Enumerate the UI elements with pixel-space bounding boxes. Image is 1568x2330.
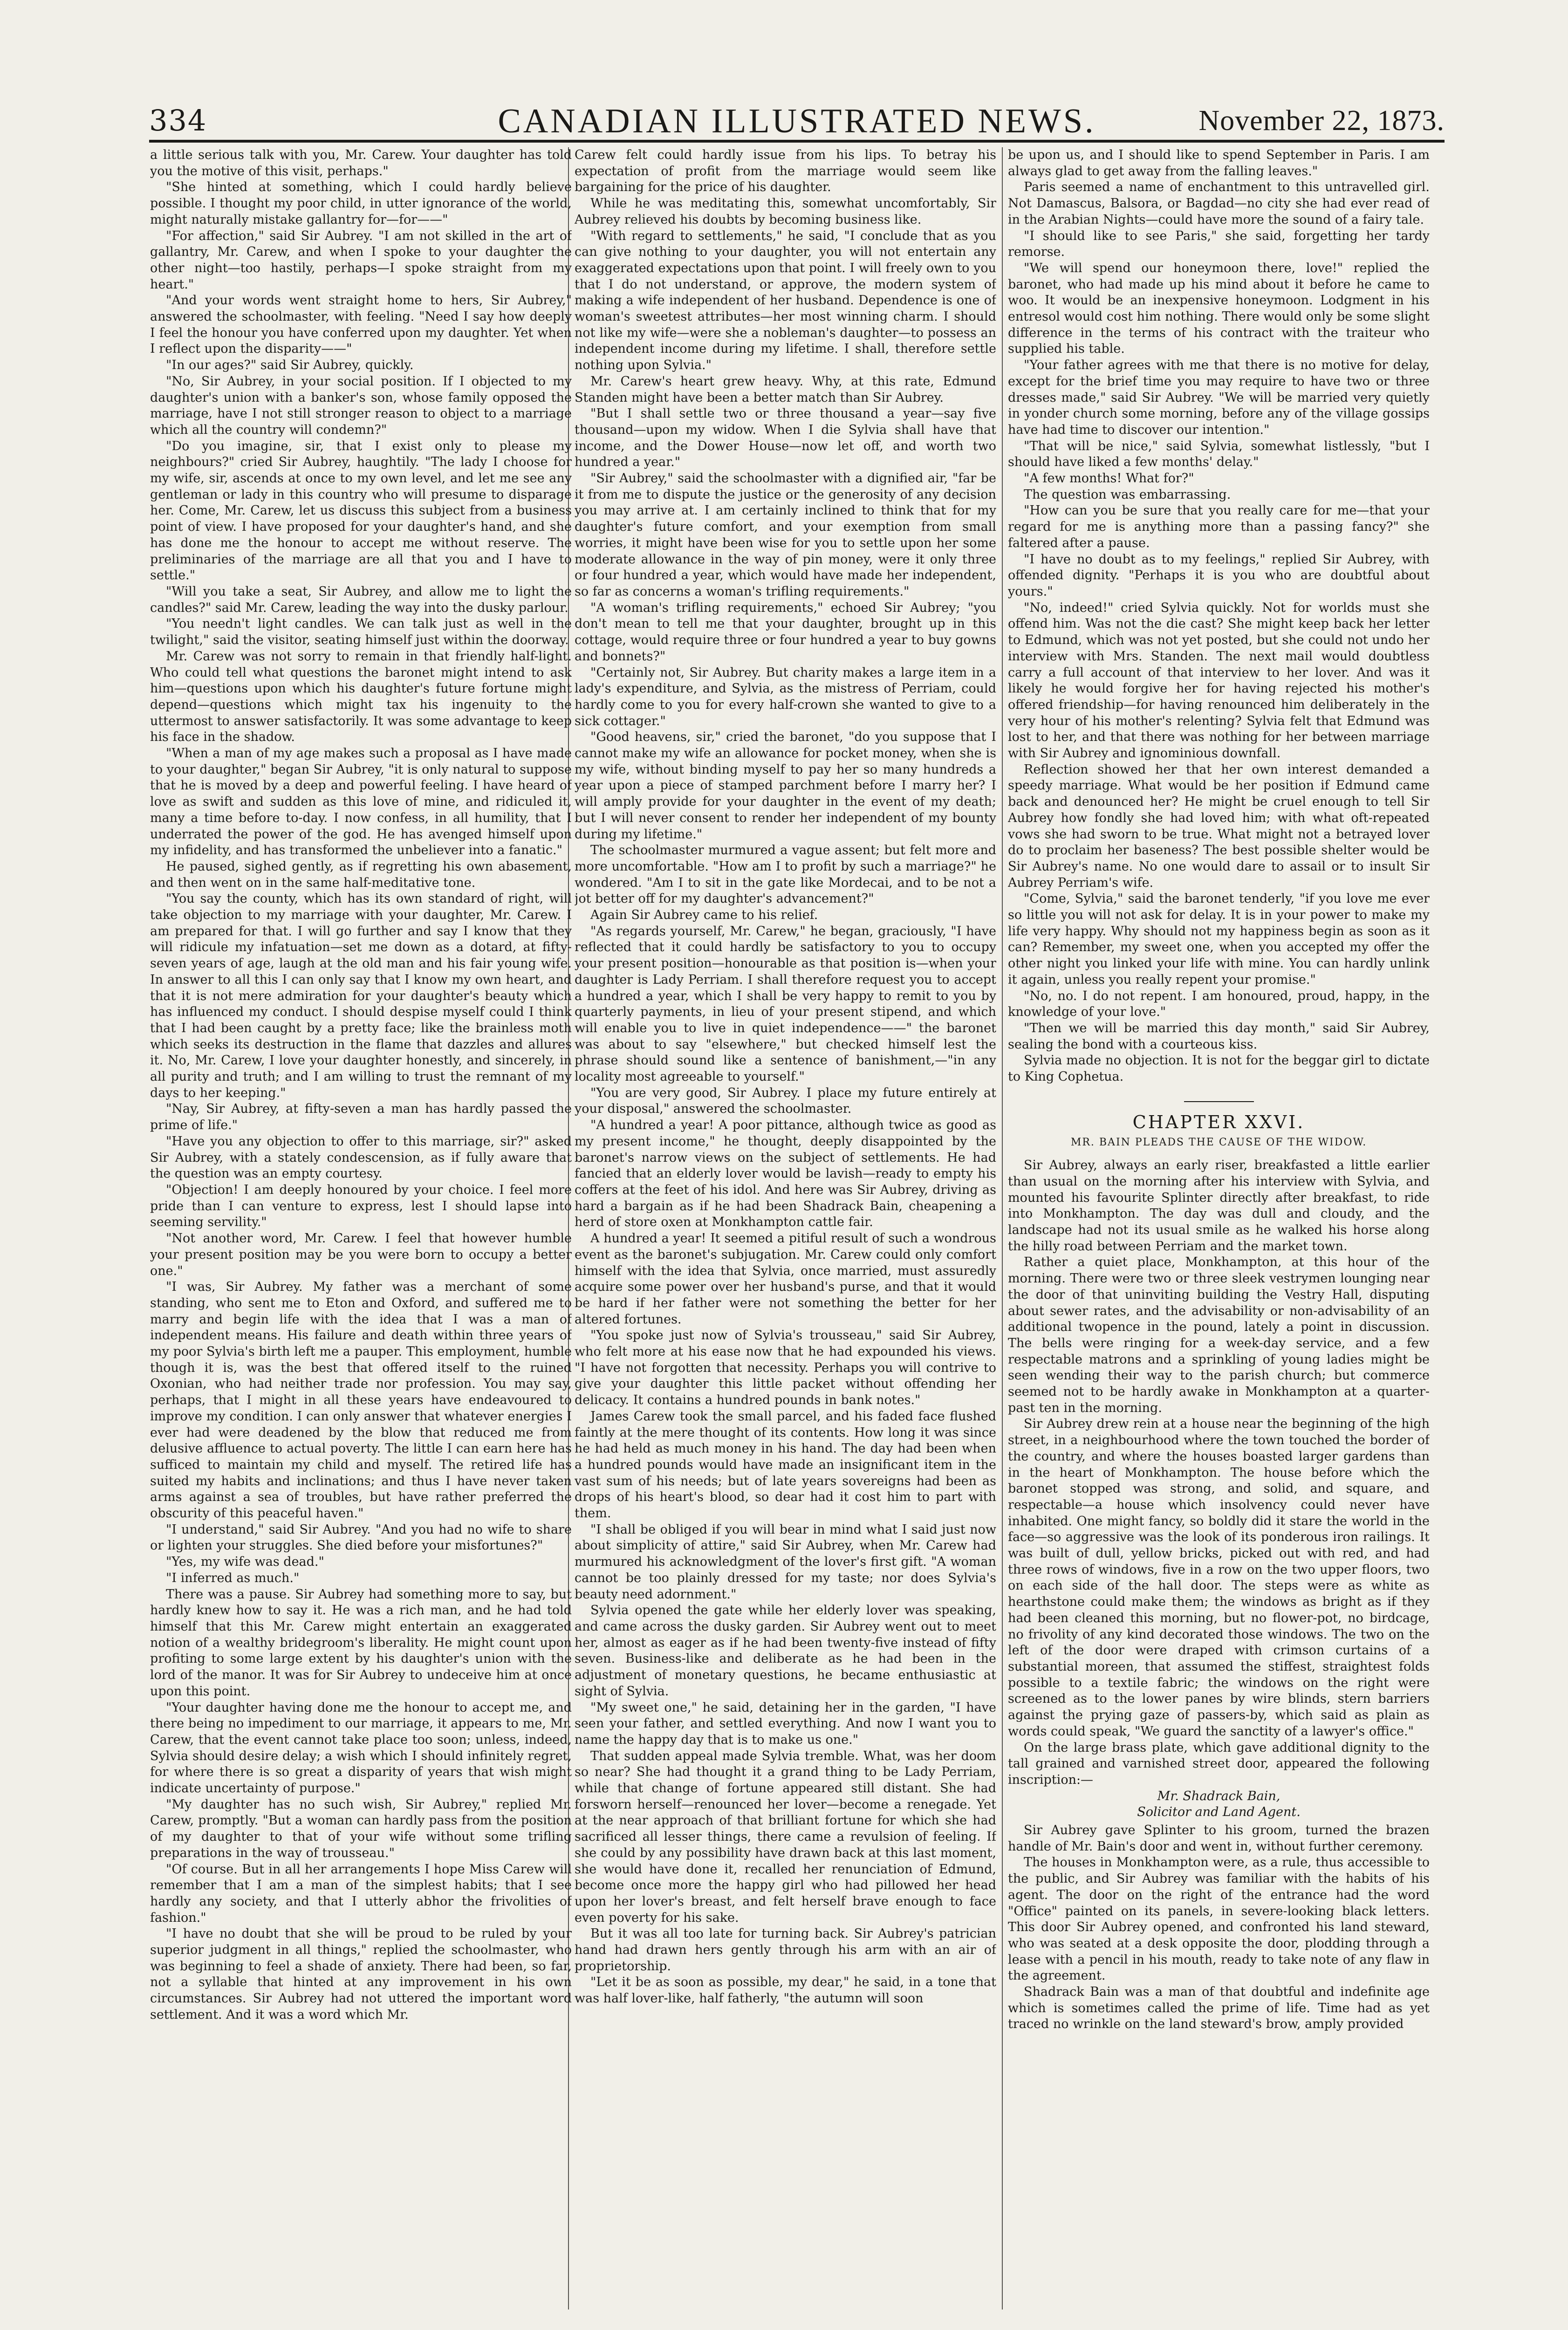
page-header bbox=[149, 103, 1445, 145]
paragraph: Rather a quiet place, Monkhampton, at this hour of the morning. There were two or three sleek vestrymen lounging near the door of that uninviting building the Vestry Hall, disputing about sewer rates, and the advisability or non-advisability of an additional twopence in the pound, lately a point in discussion. The bells were ringing for a week-day service, and a few respectable matrons and a sprinkling of young ladies might be seen wending their way to the parish church; but commerce seemed not to be hardly awake in Monkhampton at a quarter-past ten in the morning. bbox=[1008, 1255, 1430, 1415]
paragraph: "As regards yourself, Mr. Carew," he began, graciously, "I have reflected that it could hardly be satisfactory to you to occupy your present position—honourable as that position is—when your daughter is Lady Perriam. I shall therefore request you to accept a hundred a year, which I shall be very happy to remit to you by quarterly payments, in lieu of your present stipend, and which will enable you to live in quiet independence——" the baronet was about to say "elsewhere," but checked himself lest the phrase should sound like a sentence of banishment,—"in any locality most agreeable to yourself." bbox=[575, 924, 996, 1084]
paragraph: "Will you take a seat, Sir Aubrey, and allow me to light the candles?" said Mr. Carew, leading the way into the dusky parlour. bbox=[150, 584, 572, 615]
paragraph: James Carew took the small parcel, and his faded face flushed faintly at the mere thought of its contents. How long it was since he had held as much money in his hand. The day had been when a hundred pounds would have made an insignificant item in the vast sum of his needs; but of late years sovereigns had been as drops of his heart's blood, so dear had it cost him to part with them. bbox=[575, 1409, 996, 1521]
brass-plate-name: Mr. Shadrack Bain, bbox=[1157, 1789, 1280, 1803]
paragraph: a little serious talk with you, Mr. Carew. Your daughter has told you the motive of this visit, perhaps." bbox=[150, 148, 572, 178]
paragraph: "And your words went straight home to hers, Sir Aubrey," answered the schoolmaster, with feeling. "Need I say how deeply I feel the honour you have conferred upon my daughter. Yet when I reflect upon the disparity——" bbox=[150, 293, 572, 356]
paragraph: He paused, sighed gently, as if regretting his own abasement, and then went on in the same half-meditative tone. bbox=[150, 859, 572, 890]
paragraph: "For affection," said Sir Aubrey. "I am not skilled in the art of gallantry, Mr. Carew, and when I spoke to your daughter the other night—too hastily, perhaps—I spoke straight from my heart." bbox=[150, 228, 572, 292]
paragraph: "We will spend our honeymoon there, love!" replied the baronet, who had made up his mind about it before he came to woo. It would be an inexpensive honeymoon. Lodgment in his entresol would cost him nothing. There would only be some slight difference in the terms of his contract with the traiteur who supplied his table. bbox=[1008, 260, 1430, 356]
paragraph: "Let it be as soon as possible, my dear," he said, in a tone that was half lover-like, half fatherly, "the autumn will soon bbox=[575, 1975, 996, 2006]
paragraph: Again Sir Aubrey came to his relief. bbox=[590, 908, 818, 923]
paragraph: "She hinted at something, which I could hardly believe possible. I thought my poor child, in utter ignorance of the world, might naturally mistake gallantry for—for——" bbox=[150, 180, 572, 227]
brass-plate-title: Solicitor and Land Agent. bbox=[1137, 1805, 1301, 1820]
paragraph: But it was all too late for turning back. Sir Aubrey's patrician hand had drawn hers gently through his arm with an air of proprietorship. bbox=[575, 1926, 996, 1974]
paragraph: "Nay, Sir Aubrey, at fifty-seven a man has hardly passed the prime of life." bbox=[150, 1102, 572, 1133]
paragraph: "You say the county, which has its own standard of right, will take objection to my marriage with your daughter, Mr. Carew. I am prepared for that. I will go further and say I know that they will ridicule my infatuation—set me down as a dotard, at fifty-seven years of age, laugh at the old man and his fair young wife. In answer to all this I can only say that I know my own heart, and that it is not mere admiration for your daughter's beauty which has influenced my conduct. I should despise myself could I think that I had been caught by a pretty face; like the brainless moth which seeks its destruction in the flame that dazzles and allures it. No, Mr. Carew, I love your daughter honestly, and sincerely, in all purity and truth; and I am willing to trust the remnant of my days to her keeping." bbox=[150, 891, 572, 1100]
paragraph: A hundred a year! It seemed a pitiful result of such a wondrous event as the baronet's subjugation. Mr. Carew could only comfort himself with the idea that Sylvia, once married, must assuredly acquire some power over her husband's purse, and that it would be hard if her father were not something the better for her altered fortunes. bbox=[575, 1231, 996, 1327]
paragraph: "Of course. But in all her arrangements I hope Miss Carew will remember that I am a man of the simplest habits; that I see hardly any society, and that I utterly abhor the frivolities of fashion." bbox=[150, 1862, 572, 1925]
paragraph: "My sweet one," he said, detaining her in the garden, "I have seen your father, and settled everything. And now I want you to name the happy day that is to make us one." bbox=[575, 1700, 996, 1747]
paragraph: "Not another word, Mr. Carew. I feel that however humble your present position may be you were born to occupy a better one." bbox=[150, 1231, 572, 1278]
paragraph: There was a pause. Sir Aubrey had something more to say, but hardly knew how to say it. He was a rich man, and he had told himself that this Mr. Carew might entertain an exaggerated notion of a wealthy bridegroom's liberality. He might count upon profiting to some large extent by his daughter's union with the lord of the manor. It was for Sir Aubrey to undeceive him at once upon this point. bbox=[150, 1587, 572, 1699]
masthead-title: CANADIAN ILLUSTRATED NEWS. bbox=[498, 102, 1096, 140]
paragraph: "No, no. I do not repent. I am honoured, proud, happy, in the knowledge of your love." bbox=[1008, 988, 1430, 1020]
paragraph: "But I shall settle two or three thousand a year—say five thousand—upon my widow. When I die Sylvia shall have that income, and the Dower House—now let off, and worth two hundred a year." bbox=[575, 406, 996, 470]
paragraph: "Objection! I am deeply honoured by your choice. I feel more pride than I can venture to express, lest I should lapse into seeming servility." bbox=[150, 1183, 572, 1230]
paragraph: That sudden appeal made Sylvia tremble. What, was her doom so near? She had thought it a grand thing to be Lady Perriam, while that change of fortune appeared still distant. She had forsworn herself—renounced her lover—become a renegade. Yet at the near approach of that brilliant fortune for which she had sacrificed all lesser things, there came a revulsion of feeling. If she could by any possibility have drawn back at this last moment, she would have done it, recalled her renunciation of Edmund, become once more the happy girl who had pillowed her head upon her lover's breast, and felt herself brave enough to face even poverty for his sake. bbox=[575, 1748, 996, 1925]
paragraph: Paris seemed a name of enchantment to this untravelled girl. Not Damascus, Balsora, or Bagdad—no city she had ever read of in the Arabian Nights—could have more the sound of a fairy tale. bbox=[1008, 180, 1430, 227]
paragraph: "You spoke just now of Sylvia's trousseau," said Sir Aubrey, who felt more at his ease now that he had expounded his views. "I have not forgotten that necessity. Perhaps you will contrive to give your daughter this little packet without offending her delicacy. It contains a hundred pounds in bank notes." bbox=[575, 1328, 996, 1408]
chapter-separator-rule bbox=[1184, 1101, 1254, 1102]
article-column-2 bbox=[575, 147, 996, 2309]
paragraph: While he was meditating this, somewhat uncomfortably, Sir Aubrey relieved his doubts by becoming business like. bbox=[575, 196, 996, 227]
paragraph: "Certainly not, Sir Aubrey. But charity makes a large item in a lady's expenditure, and Sylvia, as the mistress of Perriam, could hardly come to you for every half-crown she wanted to give to a sick cottager." bbox=[575, 665, 996, 728]
paragraph: Mr. Carew's heart grew heavy. Why, at this rate, Edmund Standen might have been a better match than Sir Aubrey. bbox=[575, 374, 996, 405]
column-divider bbox=[1002, 147, 1003, 2309]
paragraph: "Yes, my wife was dead." bbox=[166, 1555, 324, 1569]
paragraph: "Come, Sylvia," said the baronet tenderly, "if you love me ever so little you will not ask for delay. It is in your power to make my life very happy. Why should not my happiness begin as soon as it can? Remember, my sweet one, when you accepted my offer the other night you linked your life with mine. You can hardly unlink it again, unless you really repent your promise." bbox=[1008, 891, 1430, 987]
chapter-body-end bbox=[1008, 1823, 1430, 2033]
paragraph: Reflection showed her that her own interest demanded a speedy marriage. What would be her position if Edmund came back and denounced her? He might be cruel enough to tell Sir Aubrey how fondly she had loved him; with what oft-repeated vows she had sworn to be true. What might not a betrayed lover do to proclaim her baseness? The best possible shelter would be Sir Aubrey's name. No one would dare to assail or to insult Sir Aubrey Perriam's wife. bbox=[1008, 762, 1430, 890]
paragraph: "A hundred a year! A poor pittance, although twice as good as my present income," he thought, deeply disappointed by the baronet's narrow views on the subject of settlements. He had fancied that an elderly lover would be lavish—ready to empty his coffers at the feet of his idol. And here was Sir Aubrey, driving as hard a bargain as if he had been Shadrack Bain, cheapening a herd of store oxen at Monkhampton cattle fair. bbox=[575, 1118, 996, 1230]
paragraph: "In our ages?" said Sir Aubrey, quickly. bbox=[166, 358, 414, 373]
paragraph: Shadrack Bain was a man of that doubtful and indefinite age which is sometimes called the prime of life. Time had as yet traced no wrinkle on the land steward's brow, amply provided bbox=[1008, 1985, 1430, 2032]
article-column-3 bbox=[1008, 147, 1430, 2309]
paragraph: Sir Aubrey gave Splinter to his groom, turned the brazen handle of Mr. Bain's door and went in, without further ceremony. bbox=[1008, 1823, 1430, 1854]
paragraph: "You needn't light candles. We can talk just as well in the twilight," said the visitor, seating himself just within the doorway. bbox=[150, 617, 572, 648]
paragraph: "Do you imagine, sir, that I exist only to please my neighbours?" cried Sir Aubrey, haughtily. "The lady I choose for my wife, sir, ascends at once to my own level, and let me see any gentleman or lady in this country who will presume to disparage her. Come, Mr. Carew, let us discuss this subject from a business point of view. I have proposed for your daughter's hand, and she has done me the honour to accept me without reserve. The preliminaries of the marriage are all that you and I have to settle." bbox=[150, 439, 572, 583]
paragraph: "I should like to see Paris," she said, forgetting her tardy remorse. bbox=[1008, 228, 1430, 260]
paragraph: "Then we will be married this day month," said Sir Aubrey, sealing the bond with a courteous kiss. bbox=[1008, 1021, 1430, 1052]
chapter-body bbox=[1008, 1158, 1430, 1788]
paragraph: "I understand," said Sir Aubrey. "And you had no wife to share or lighten your struggles. She died before your misfortunes?" bbox=[150, 1522, 572, 1553]
paragraph: On the large brass plate, which gave additional dignity to the tall grained and varnished street door, appeared the following inscription:— bbox=[1008, 1740, 1430, 1787]
page-number: 334 bbox=[149, 103, 207, 137]
paragraph: "A woman's trifling requirements," echoed Sir Aubrey; "you don't mean to tell me that your daughter, brought up in this cottage, would require three or four hundred a year to buy gowns and bonnets?" bbox=[575, 600, 996, 664]
paragraph: "Good heavens, sir," cried the baronet, "do you suppose that I cannot make my wife an allowance for pocket money, when she is my wife, without binding myself to pay her so many hundreds a year upon a piece of stamped parchment before I marry her? I will amply provide for your daughter in the event of my death; but I will never consent to render her independent of my bounty during my lifetime." bbox=[575, 730, 996, 842]
paragraph: The houses in Monkhampton were, as a rule, thus accessible to the public, and Sir Aubrey was familiar with the habits of his agent. The door on the right of the entrance had the word "Office" painted on its panels, in severe-looking black letters. This door Sir Aubrey opened, and confronted his land steward, who was seated at a desk opposite the door, plodding through a lease with a pencil in his mouth, ready to take note of any flaw in the agreement. bbox=[1008, 1855, 1430, 1983]
paragraph: "Have you any objection to offer to this marriage, sir?" asked Sir Aubrey, with a stately condescension, as if fully aware that the question was an empty courtesy. bbox=[150, 1134, 572, 1181]
paragraph: "A few months! What for?" bbox=[1024, 471, 1194, 486]
paragraph: "That will be nice," said Sylvia, somewhat listlessly, "but I should have liked a few months' delay." bbox=[1008, 439, 1430, 470]
paragraph: The schoolmaster murmured a vague assent; but felt more and more uncomfortable. "How am I to profit by such a marriage?" he wondered. "Am I to sit in the gate like Mordecai, and to be not a jot better off for my daughter's advancement?" bbox=[575, 843, 996, 906]
paragraph: "I have no doubt that she will be proud to be ruled by your superior judgment in all things," replied the schoolmaster, who was beginning to feel a shade of anxiety. There had been, so far, not a syllable that hinted at any improvement in his own circumstances. Sir Aubrey had not uttered the important word settlement. And it was a word which Mr. bbox=[150, 1926, 572, 2022]
article-column-1 bbox=[150, 147, 572, 2309]
paragraph: "No, Sir Aubrey, in your social position. If I objected to my daughter's union with a banker's son, whose family opposed the marriage, have I not still stronger reason to object to a marriage which all the country will condemn?" bbox=[150, 374, 572, 437]
paragraph: "With regard to settlements," he said, "I conclude that as you can give nothing to your daughter, you will not entertain any exaggerated expectations upon that point. I will freely own to you that I do not understand, or approve, the modern system of making a wife independent of her husband. Dependence is one of woman's sweetest attributes—her most winning charm. I should not like my wife—were she a nobleman's daughter—to possess an independent income during my lifetime. I shall, therefore settle nothing upon Sylvia." bbox=[575, 228, 996, 373]
paragraph: "How can you be sure that you really care for me—that your regard for me is anything more than a passing fancy?" she faltered after a pause. bbox=[1008, 503, 1430, 550]
paragraph: Sir Aubrey drew rein at a house near the beginning of the high street, in a neighbourhood where the town touched the border of the country, and where the houses boasted larger gardens than in the heart of Monkhampton. The house before which the baronet stopped was strong, and solid, and square, and respectable—a house which insolvency could never have inhabited. One might fancy, so boldly did it stare the world in the face—so aggressive was the look of its ponderous iron railings. It was built of dull, yellow bricks, picked out with red, and had three rows of windows, five in a row on the two upper floors, two on each side of the hall door. The steps were as white as hearthstone could make them; the windows as bright as if they had been cleaned this morning, but no flower-pot, no birdcage, no frivolity of any kind decorated those windows. The two on the left of the door were draped with crimson curtains of a substantial moreen, that assumed the stiffest, straightest folds possible to a textile fabric; the windows on the right were screened as to the lower panes by wire blinds, stern barriers against the prying gaze of passers-by, which said as plain as words could speak, "We guard the sanctity of a lawyer's office." bbox=[1008, 1417, 1430, 1739]
paragraph: "You are very good, Sir Aubrey. I place my future entirely at your disposal," answered the schoolmaster. bbox=[575, 1085, 996, 1117]
paragraph: "No, indeed!" cried Sylvia quickly. Not for worlds must she offend him. Was not the die cast? She might keep back her letter to Edmund, which was not yet posted, but she could not undo her interview with Mrs. Standen. The next mail would doubtless carry a full account of that interview to her lover. And was it likely he would forgive her for having rejected his mother's offered friendship—for having renounced him deliberately in the very hour of his mother's relenting? Sylvia felt that Edmund was lost to her, and that there was nothing for her between marriage with Sir Aubrey and ignominious downfall. bbox=[1008, 600, 1430, 761]
paragraph: "I inferred as much." bbox=[166, 1570, 300, 1585]
paragraph: "Your daughter having done me the honour to accept me, and there being no impediment to our marriage, it appears to me, Mr. Carew, that the event cannot take place too soon; unless, indeed, Sylvia should desire delay; a wish which I should infinitely regret, for where there is so great a disparity of years that wish might indicate uncertainty of purpose." bbox=[150, 1700, 572, 1796]
paragraph: Mr. Carew was not sorry to remain in that friendly half-light. Who could tell what questions the baronet might intend to ask him—questions upon which his daughter's future fortune might depend—questions which might tax his ingenuity to the uttermost to answer satisfactorily. It was some advantage to keep his face in the shadow. bbox=[150, 649, 572, 745]
issue-date: November 22, 1873. bbox=[1198, 105, 1445, 137]
paragraph: Sir Aubrey, always an early riser, breakfasted a little earlier than usual on the morning after his interview with Sylvia, and mounted his favourite Splinter directly after breakfast, to ride into Monkhampton. The day was dull and cloudy, and the landscape had not its usual smile as he walked his horse along the hilly road between Perriam and the market town. bbox=[1008, 1158, 1430, 1254]
paragraph: be upon us, and I should like to spend September in Paris. I am always glad to get away from the falling leaves." bbox=[1008, 148, 1430, 178]
chapter-heading: CHAPTER XXVI. bbox=[1132, 1111, 1305, 1132]
paragraph: "Your father agrees with me that there is no motive for delay, except for the brief time you may require to have two or three dresses made," said Sir Aubrey. "We will be married very quietly in yonder church some morning, before any of the village gossips have had time to discover our intention." bbox=[1008, 358, 1430, 437]
paragraph: "When a man of my age makes such a proposal as I have made to your daughter," began Sir Aubrey, "it is only natural to suppose that he is moved by a deep and powerful feeling. I have heard of love as swift and sudden as this love of mine, and ridiculed it, many a time before to-day. I now confess, in all humility, that I underrated the power of the god. He has avenged himself upon my infidelity, and has transformed the unbeliever into a fanatic." bbox=[150, 746, 572, 858]
paragraph: "I was, Sir Aubrey. My father was a merchant of some standing, who sent me to Eton and Oxford, and suffered me to marry and begin life with the idea that I was a man of independent means. His failure and death within three years of my poor Sylvia's birth left me a pauper. This employment, humble though it is, was the best that offered itself to the ruined Oxonian, who had neither trade nor profession. You may say, perhaps, that I might in all these years have endeavoured to improve my condition. I can only answer that whatever energies I ever had were deadened by the blow that reduced me from delusive affluence to actual poverty. The little I can earn here has sufficed to maintain my child and myself. The retired life has suited my habits and inclinations; and thus I have never taken arms against a sea of troubles, but have rather preferred the obscurity of this peaceful haven." bbox=[150, 1280, 572, 1521]
story-continuation bbox=[1008, 147, 1430, 1085]
header-rule bbox=[149, 140, 1445, 143]
paragraph: Sylvia opened the gate while her elderly lover was speaking, and came across the dusky garden. Sir Aubrey went out to meet her, almost as eager as if he had been twenty-five instead of fifty seven. Business-like and deliberate as he had been in the adjustment of monetary questions, he became enthusiastic at sight of Sylvia. bbox=[575, 1603, 996, 1699]
paragraph: Carew felt could hardly issue from his lips. To betray his expectation of profit from the marriage would seem like bargaining for the price of his daughter. bbox=[575, 148, 996, 195]
paragraph: "Sir Aubrey," said the schoolmaster with a dignified air, "far be it from me to dispute the justice or the generosity of any decision you may arrive at. I am certainly inclined to think that for my daughter's future comfort, and your exemption from small worries, it might have been wise for you to settle upon her some moderate allowance in the way of pin money, were it only three or four hundred a year, which would have made her independent, so far as concerns a woman's trifling requirements." bbox=[575, 471, 996, 599]
paragraph: The question was embarrassing. bbox=[1024, 487, 1231, 502]
paragraph: "My daughter has no such wish, Sir Aubrey," replied Mr. Carew, promptly. "But a woman can hardly pass from the position of my daughter to that of your wife without some trifling preparations in the way of trousseau." bbox=[150, 1797, 572, 1860]
paragraph: Sylvia made no objection. It is not for the beggar girl to dictate to King Cophetua. bbox=[1008, 1053, 1430, 1084]
chapter-subheading: MR. BAIN PLEADS THE CAUSE OF THE WIDOW. bbox=[1070, 1137, 1367, 1149]
paragraph: "I shall be obliged if you will bear in mind what I said just now about simplicity of attire," said Sir Aubrey, when Mr. Carew had murmured his acknowledgment of the lover's first gift. "A woman cannot be too plainly dressed for my taste; nor does Sylvia's beauty need adornment." bbox=[575, 1522, 996, 1602]
paragraph: "I have no doubt as to my feelings," replied Sir Aubrey, with offended dignity. "Perhaps it is you who are doubtful about yours." bbox=[1008, 552, 1430, 599]
